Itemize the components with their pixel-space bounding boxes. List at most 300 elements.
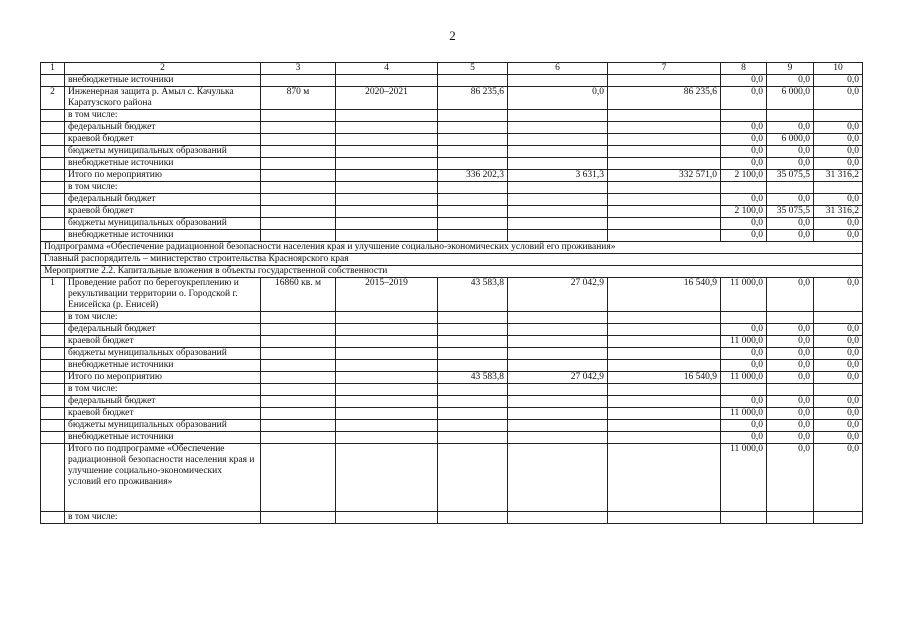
section-heading: Главный распорядитель – министерство строительства Красноярского края xyxy=(41,254,863,266)
table-cell: 6 000,0 xyxy=(767,87,814,110)
table-body xyxy=(41,75,863,524)
table-cell: краевой бюджет xyxy=(65,336,261,348)
table-cell xyxy=(261,432,336,444)
table-cell xyxy=(608,336,721,348)
table-cell: 0,0 xyxy=(814,336,863,348)
table-cell: 0,0 xyxy=(814,122,863,134)
table-cell: 0,0 xyxy=(767,396,814,408)
table-cell xyxy=(608,312,721,324)
table-cell xyxy=(41,110,65,122)
table-cell xyxy=(608,384,721,396)
table-cell: 31 316,2 xyxy=(814,206,863,218)
table-cell xyxy=(438,324,508,336)
table-cell xyxy=(41,336,65,348)
table-cell xyxy=(814,312,863,324)
table-cell: 11 000,0 xyxy=(721,444,767,512)
table-cell xyxy=(41,360,65,372)
table-cell: 0,0 xyxy=(814,360,863,372)
table-cell xyxy=(438,336,508,348)
table-row xyxy=(41,158,863,170)
table-row xyxy=(41,444,863,512)
table-cell xyxy=(41,194,65,206)
table-cell: 0,0 xyxy=(814,75,863,87)
table-cell: 0,0 xyxy=(721,420,767,432)
table-cell: 2 xyxy=(41,87,65,110)
table-row xyxy=(41,278,863,312)
table-cell xyxy=(261,75,336,87)
table-cell: федеральный бюджет xyxy=(65,324,261,336)
table-row xyxy=(41,218,863,230)
column-header: 2 xyxy=(65,63,261,75)
table-cell: 0,0 xyxy=(721,360,767,372)
table-cell xyxy=(261,512,336,524)
table-cell xyxy=(438,134,508,146)
table-cell: 0,0 xyxy=(721,122,767,134)
table-cell: 0,0 xyxy=(814,218,863,230)
table-cell xyxy=(336,158,438,170)
table-cell xyxy=(336,170,438,182)
table-cell: краевой бюджет xyxy=(65,206,261,218)
table-cell xyxy=(261,134,336,146)
column-header: 9 xyxy=(767,63,814,75)
table-cell: 11 000,0 xyxy=(721,336,767,348)
table-cell: 0,0 xyxy=(721,348,767,360)
table-cell xyxy=(336,134,438,146)
table-cell xyxy=(261,348,336,360)
table-cell xyxy=(608,134,721,146)
table-cell: 0,0 xyxy=(814,348,863,360)
table-cell: 0,0 xyxy=(721,432,767,444)
table-cell xyxy=(721,384,767,396)
table-cell: 0,0 xyxy=(767,324,814,336)
table-cell: 35 075,5 xyxy=(767,170,814,182)
table-cell xyxy=(41,384,65,396)
table-cell xyxy=(336,372,438,384)
table-cell xyxy=(508,158,608,170)
table-cell xyxy=(608,110,721,122)
table-cell xyxy=(41,230,65,242)
table-row xyxy=(41,348,863,360)
table-row xyxy=(41,408,863,420)
table-cell: 0,0 xyxy=(814,324,863,336)
table-cell xyxy=(508,218,608,230)
table-cell xyxy=(336,396,438,408)
table-cell: Итого по мероприятию xyxy=(65,170,261,182)
table-cell: Инженерная защита р. Амыл с. Качулька Каратузского района xyxy=(65,87,261,110)
table-cell xyxy=(721,182,767,194)
table-cell xyxy=(261,206,336,218)
table-cell xyxy=(508,396,608,408)
budget-table xyxy=(40,62,863,524)
table-cell xyxy=(41,122,65,134)
table-cell: 27 042,9 xyxy=(508,278,608,312)
table-cell xyxy=(41,512,65,524)
table-cell xyxy=(438,110,508,122)
section-heading-row xyxy=(41,242,863,254)
table-cell xyxy=(336,218,438,230)
column-header: 4 xyxy=(336,63,438,75)
table-cell xyxy=(508,324,608,336)
table-row xyxy=(41,182,863,194)
table-cell xyxy=(336,324,438,336)
table-cell: 0,0 xyxy=(721,396,767,408)
table-cell: внебюджетные источники xyxy=(65,432,261,444)
table-cell xyxy=(438,230,508,242)
table-cell xyxy=(261,146,336,158)
table-cell xyxy=(608,396,721,408)
table-cell xyxy=(336,146,438,158)
table-cell xyxy=(336,122,438,134)
table-cell: 0,0 xyxy=(814,134,863,146)
table-cell xyxy=(767,512,814,524)
table-cell xyxy=(336,75,438,87)
table-cell xyxy=(336,182,438,194)
table-cell: 0,0 xyxy=(721,134,767,146)
table-cell xyxy=(508,432,608,444)
table-cell: 0,0 xyxy=(721,194,767,206)
table-cell xyxy=(814,384,863,396)
table-cell: 86 235,6 xyxy=(608,87,721,110)
table-cell xyxy=(261,170,336,182)
table-cell: 0,0 xyxy=(814,420,863,432)
table-cell: внебюджетные источники xyxy=(65,230,261,242)
table-cell xyxy=(41,408,65,420)
table-cell xyxy=(508,134,608,146)
table-cell xyxy=(336,336,438,348)
table-cell xyxy=(608,230,721,242)
table-cell: 0,0 xyxy=(814,372,863,384)
table-cell xyxy=(438,348,508,360)
table-cell xyxy=(814,110,863,122)
table-row xyxy=(41,146,863,158)
table-cell xyxy=(608,122,721,134)
table-cell: 16 540,9 xyxy=(608,372,721,384)
table-cell: 2015–2019 xyxy=(336,278,438,312)
table-cell: 0,0 xyxy=(767,230,814,242)
table-cell xyxy=(508,194,608,206)
table-cell xyxy=(608,158,721,170)
table-cell xyxy=(721,312,767,324)
table-row xyxy=(41,87,863,110)
table-cell: 0,0 xyxy=(814,396,863,408)
section-heading: Подпрограмма «Обеспечение радиационной безопасности населения края и улучшение социально-экономических условий его проживания» xyxy=(41,242,863,254)
column-header: 3 xyxy=(261,63,336,75)
table-cell xyxy=(508,336,608,348)
table-cell: 0,0 xyxy=(721,75,767,87)
table-cell: 0,0 xyxy=(767,336,814,348)
table-cell: 0,0 xyxy=(814,432,863,444)
table-cell xyxy=(608,146,721,158)
table-cell xyxy=(508,408,608,420)
table-cell: внебюджетные источники xyxy=(65,158,261,170)
table-cell: 0,0 xyxy=(721,230,767,242)
table-cell xyxy=(438,218,508,230)
table-cell xyxy=(41,158,65,170)
table-cell: 0,0 xyxy=(721,324,767,336)
table-cell xyxy=(41,146,65,158)
table-cell: 0,0 xyxy=(814,444,863,512)
table-cell xyxy=(608,324,721,336)
table-cell xyxy=(767,182,814,194)
column-header: 7 xyxy=(608,63,721,75)
table-cell xyxy=(336,194,438,206)
table-cell: 3 631,3 xyxy=(508,170,608,182)
table-cell xyxy=(608,194,721,206)
table-cell: федеральный бюджет xyxy=(65,122,261,134)
table-row xyxy=(41,384,863,396)
table-cell: Проведение работ по берегоукреплению и рекультивации территории о. Городской г. Енисейска (р. Енисей) xyxy=(65,278,261,312)
table-cell xyxy=(261,194,336,206)
table-row xyxy=(41,122,863,134)
table-cell xyxy=(261,218,336,230)
table-cell xyxy=(721,512,767,524)
table-cell xyxy=(438,75,508,87)
table-cell xyxy=(41,372,65,384)
table-cell: 11 000,0 xyxy=(721,408,767,420)
table-row xyxy=(41,230,863,242)
table-cell: 0,0 xyxy=(814,87,863,110)
table-cell: 0,0 xyxy=(814,278,863,312)
column-header: 5 xyxy=(438,63,508,75)
table-cell: 43 583,8 xyxy=(438,278,508,312)
page-number: 2 xyxy=(449,28,456,43)
table-cell: 16 540,9 xyxy=(608,278,721,312)
table-cell xyxy=(608,512,721,524)
column-header: 1 xyxy=(41,63,65,75)
table-cell: 27 042,9 xyxy=(508,372,608,384)
table-cell: 0,0 xyxy=(767,372,814,384)
table-cell xyxy=(608,432,721,444)
table-cell xyxy=(438,384,508,396)
table-cell: бюджеты муниципальных образований xyxy=(65,146,261,158)
table-cell: 0,0 xyxy=(767,75,814,87)
table-cell xyxy=(608,360,721,372)
table-cell xyxy=(508,110,608,122)
table-row xyxy=(41,194,863,206)
table-cell: 43 583,8 xyxy=(438,372,508,384)
table-cell: 6 000,0 xyxy=(767,134,814,146)
table-cell xyxy=(508,444,608,512)
table-cell xyxy=(41,75,65,87)
table-cell xyxy=(438,432,508,444)
table-cell xyxy=(41,324,65,336)
table-cell: 0,0 xyxy=(814,194,863,206)
table-cell: 86 235,6 xyxy=(438,87,508,110)
table-cell xyxy=(438,194,508,206)
table-cell: 0,0 xyxy=(767,432,814,444)
table-cell xyxy=(261,384,336,396)
table-row xyxy=(41,324,863,336)
table-cell: 0,0 xyxy=(767,444,814,512)
table-row xyxy=(41,110,863,122)
table-cell: 0,0 xyxy=(508,87,608,110)
table-cell xyxy=(261,312,336,324)
table-cell xyxy=(261,158,336,170)
table-cell xyxy=(814,512,863,524)
table-cell: Итого по мероприятию xyxy=(65,372,261,384)
table-header-row xyxy=(41,63,863,75)
table-cell: 0,0 xyxy=(721,146,767,158)
table-cell xyxy=(41,312,65,324)
table-row xyxy=(41,206,863,218)
table-cell xyxy=(41,170,65,182)
table-cell: 0,0 xyxy=(767,146,814,158)
table-cell xyxy=(508,512,608,524)
table-cell: 35 075,5 xyxy=(767,206,814,218)
table-cell xyxy=(438,146,508,158)
table-cell xyxy=(608,420,721,432)
table-cell xyxy=(336,432,438,444)
column-header: 8 xyxy=(721,63,767,75)
table-cell: 0,0 xyxy=(767,348,814,360)
table-cell: в том числе: xyxy=(65,384,261,396)
table-cell xyxy=(608,182,721,194)
table-cell: в том числе: xyxy=(65,182,261,194)
table-cell: 0,0 xyxy=(767,278,814,312)
table-cell xyxy=(261,444,336,512)
table-cell: бюджеты муниципальных образований xyxy=(65,218,261,230)
table-cell xyxy=(336,408,438,420)
table-cell xyxy=(261,122,336,134)
table-cell xyxy=(261,420,336,432)
table-cell xyxy=(508,182,608,194)
table-cell: 0,0 xyxy=(767,122,814,134)
table-cell xyxy=(438,158,508,170)
table-row xyxy=(41,512,863,524)
table-cell: 0,0 xyxy=(767,420,814,432)
table-cell xyxy=(261,110,336,122)
section-heading-row xyxy=(41,266,863,278)
table-cell: федеральный бюджет xyxy=(65,194,261,206)
table-cell: 0,0 xyxy=(721,158,767,170)
table-cell xyxy=(261,360,336,372)
table-row xyxy=(41,170,863,182)
table-row xyxy=(41,432,863,444)
table-cell: краевой бюджет xyxy=(65,134,261,146)
table-cell xyxy=(261,324,336,336)
table-cell: федеральный бюджет xyxy=(65,396,261,408)
table-cell xyxy=(41,348,65,360)
table-cell xyxy=(438,408,508,420)
table-cell xyxy=(336,312,438,324)
table-cell xyxy=(767,110,814,122)
table-cell xyxy=(41,206,65,218)
table-cell: 0,0 xyxy=(814,158,863,170)
column-header: 10 xyxy=(814,63,863,75)
table-cell: 0,0 xyxy=(767,360,814,372)
table-cell xyxy=(438,512,508,524)
table-cell xyxy=(438,182,508,194)
table-row xyxy=(41,360,863,372)
table-cell xyxy=(336,444,438,512)
table-cell xyxy=(336,206,438,218)
table-cell: 2 100,0 xyxy=(721,170,767,182)
table-cell: внебюджетные источники xyxy=(65,360,261,372)
table-cell xyxy=(508,122,608,134)
table-cell: 0,0 xyxy=(814,230,863,242)
table-cell xyxy=(41,218,65,230)
table-cell: Итого по подпрограмме «Обеспечение радиационной безопасности населения края и улучшение социально-экономических условий его проживания» xyxy=(65,444,261,512)
table-cell: бюджеты муниципальных образований xyxy=(65,420,261,432)
table-cell xyxy=(41,134,65,146)
table-cell: 11 000,0 xyxy=(721,372,767,384)
table-cell xyxy=(261,396,336,408)
table-cell xyxy=(767,312,814,324)
table-cell xyxy=(608,348,721,360)
table-cell: 11 000,0 xyxy=(721,278,767,312)
table-cell xyxy=(438,122,508,134)
table-cell: 0,0 xyxy=(767,218,814,230)
table-row xyxy=(41,396,863,408)
table-row xyxy=(41,372,863,384)
table-cell xyxy=(438,360,508,372)
table-cell xyxy=(438,420,508,432)
table-cell xyxy=(508,384,608,396)
table-cell xyxy=(336,110,438,122)
table-cell xyxy=(508,312,608,324)
section-heading: Мероприятие 2.2. Капитальные вложения в объекты государственной собственности xyxy=(41,266,863,278)
table-cell xyxy=(336,360,438,372)
table-cell: бюджеты муниципальных образований xyxy=(65,348,261,360)
table-cell xyxy=(608,218,721,230)
table-cell xyxy=(438,206,508,218)
table-cell: 332 571,0 xyxy=(608,170,721,182)
table-cell: 1 xyxy=(41,278,65,312)
table-cell: в том числе: xyxy=(65,312,261,324)
table-cell xyxy=(508,146,608,158)
table-cell: 31 316,2 xyxy=(814,170,863,182)
table-cell xyxy=(508,348,608,360)
table-cell: 16860 кв. м xyxy=(261,278,336,312)
table-cell xyxy=(814,182,863,194)
table-cell: краевой бюджет xyxy=(65,408,261,420)
table-cell xyxy=(41,182,65,194)
table-cell xyxy=(508,230,608,242)
table-cell: 0,0 xyxy=(814,146,863,158)
table-cell: в том числе: xyxy=(65,512,261,524)
table-cell xyxy=(438,396,508,408)
table-cell: 0,0 xyxy=(767,194,814,206)
table-cell xyxy=(41,432,65,444)
column-header: 6 xyxy=(508,63,608,75)
table-cell: 0,0 xyxy=(721,87,767,110)
table-cell xyxy=(508,75,608,87)
table-cell xyxy=(261,408,336,420)
table-cell xyxy=(336,230,438,242)
table-cell: в том числе: xyxy=(65,110,261,122)
table-cell: 870 м xyxy=(261,87,336,110)
table-cell xyxy=(261,372,336,384)
table-cell: внебюджетные источники xyxy=(65,75,261,87)
table-cell xyxy=(608,206,721,218)
table-cell xyxy=(41,444,65,512)
table-cell xyxy=(438,312,508,324)
table-cell: 0,0 xyxy=(767,408,814,420)
table-cell: 0,0 xyxy=(767,158,814,170)
table-cell: 336 202,3 xyxy=(438,170,508,182)
table-cell xyxy=(721,110,767,122)
table-row xyxy=(41,312,863,324)
table-cell: 2020–2021 xyxy=(336,87,438,110)
table-cell xyxy=(336,384,438,396)
table-cell: 0,0 xyxy=(814,408,863,420)
table-row xyxy=(41,134,863,146)
table-row xyxy=(41,336,863,348)
table-cell xyxy=(438,444,508,512)
table-cell xyxy=(608,444,721,512)
table-row xyxy=(41,75,863,87)
table-cell xyxy=(336,348,438,360)
